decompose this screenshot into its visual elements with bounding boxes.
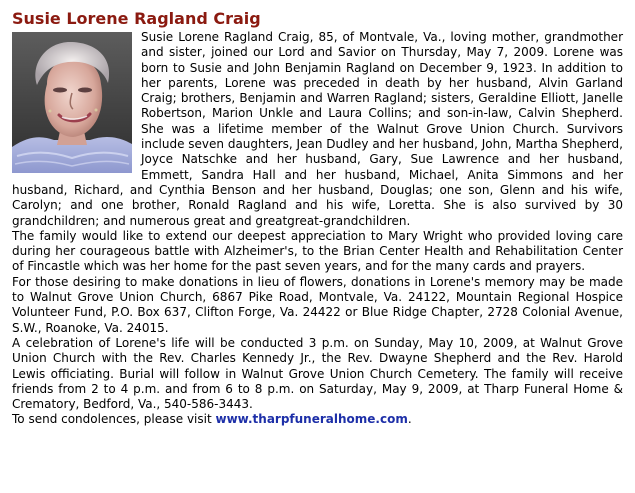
portrait-photo bbox=[12, 32, 132, 173]
obituary-paragraph: Susie Lorene Ragland Craig, 85, of Montvale, Va., loving mother, grandmother and sister, joined our Lord and Savior on Thursday, May 7, 2009. Lorene was born to Susie and John Benjamin Ragland on December 9, 1923. In addition to her parents, Lorene was preceded in death by her husband, Alvin Garland Craig; brothers, Benjamin and Warren Ragland; sisters, Geraldine Elliott, Janelle Robertson, Marion Unkle and Laura Collins; and son-in-law, Calvin Shepherd. She was a lifetime member of the Walnut Grove Union Church. Survivors include seven daughters, Jean Dudley and her husband, John, Martha Shepherd, Joyce Natschke and her husband, Gary, Sue Lawrence and her husband, Emmett, Sandra Hall and her husband, Michael, Anita Simmons and her husband, Richard, and Cynthia Benson and her husband, Douglas; one son, Glenn and his wife, Carolyn; and one brother, Ronald Ragland and his wife, Loretta. She is also survived by 30 grandchildren; and numerous great and greatgreat-grandchildren. bbox=[12, 30, 623, 228]
funeral-home-link[interactable]: www.tharpfuneralhome.com bbox=[215, 412, 408, 427]
obituary-title: Susie Lorene Ragland Craig bbox=[12, 9, 261, 28]
obituary-paragraph: The family would like to extend our deepest appreciation to Mary Wright who provided loving care during her courageous battle with Alzheimer's, to the Brian Center Health and Rehabilitation Center of Fincastle which was her home for the past seven years, and for the many cards and prayers. bbox=[12, 228, 623, 274]
obituary-paragraph: For those desiring to make donations in lieu of flowers, donations in Lorene's memory may be made to Walnut Grove Union Church, 6867 Pike Road, Montvale, Va. 24122, Mountain Regional Hospice Volunteer Fund, P.O. Box 637, Clifton Forge, Va. 24422 or Blue Ridge Chapter, 2728 Colonial Avenue, S.W., Roanoke, Va. 24015. bbox=[12, 274, 623, 335]
obituary-paragraph: A celebration of Lorene's life will be conducted 3 p.m. on Sunday, May 10, 2009, at Walnut Grove Union Church with the Rev. Charles Kennedy Jr., the Rev. Dwayne Shepherd and the Rev. Harold Lewis officiating. Burial will follow in Walnut Grove Union Church Cemetery. The family will receive friends from 2 to 4 p.m. and from 6 to 8 p.m. on Saturday, May 9, 2009, at Tharp Funeral Home & Crematory, Bedford, Va., 540-586-3443. bbox=[12, 335, 623, 412]
obituary-article bbox=[12, 30, 623, 428]
condolence-line bbox=[12, 412, 623, 427]
condolence-suffix: . bbox=[407, 412, 412, 427]
condolence-prefix: To send condolences, please visit bbox=[12, 412, 216, 427]
